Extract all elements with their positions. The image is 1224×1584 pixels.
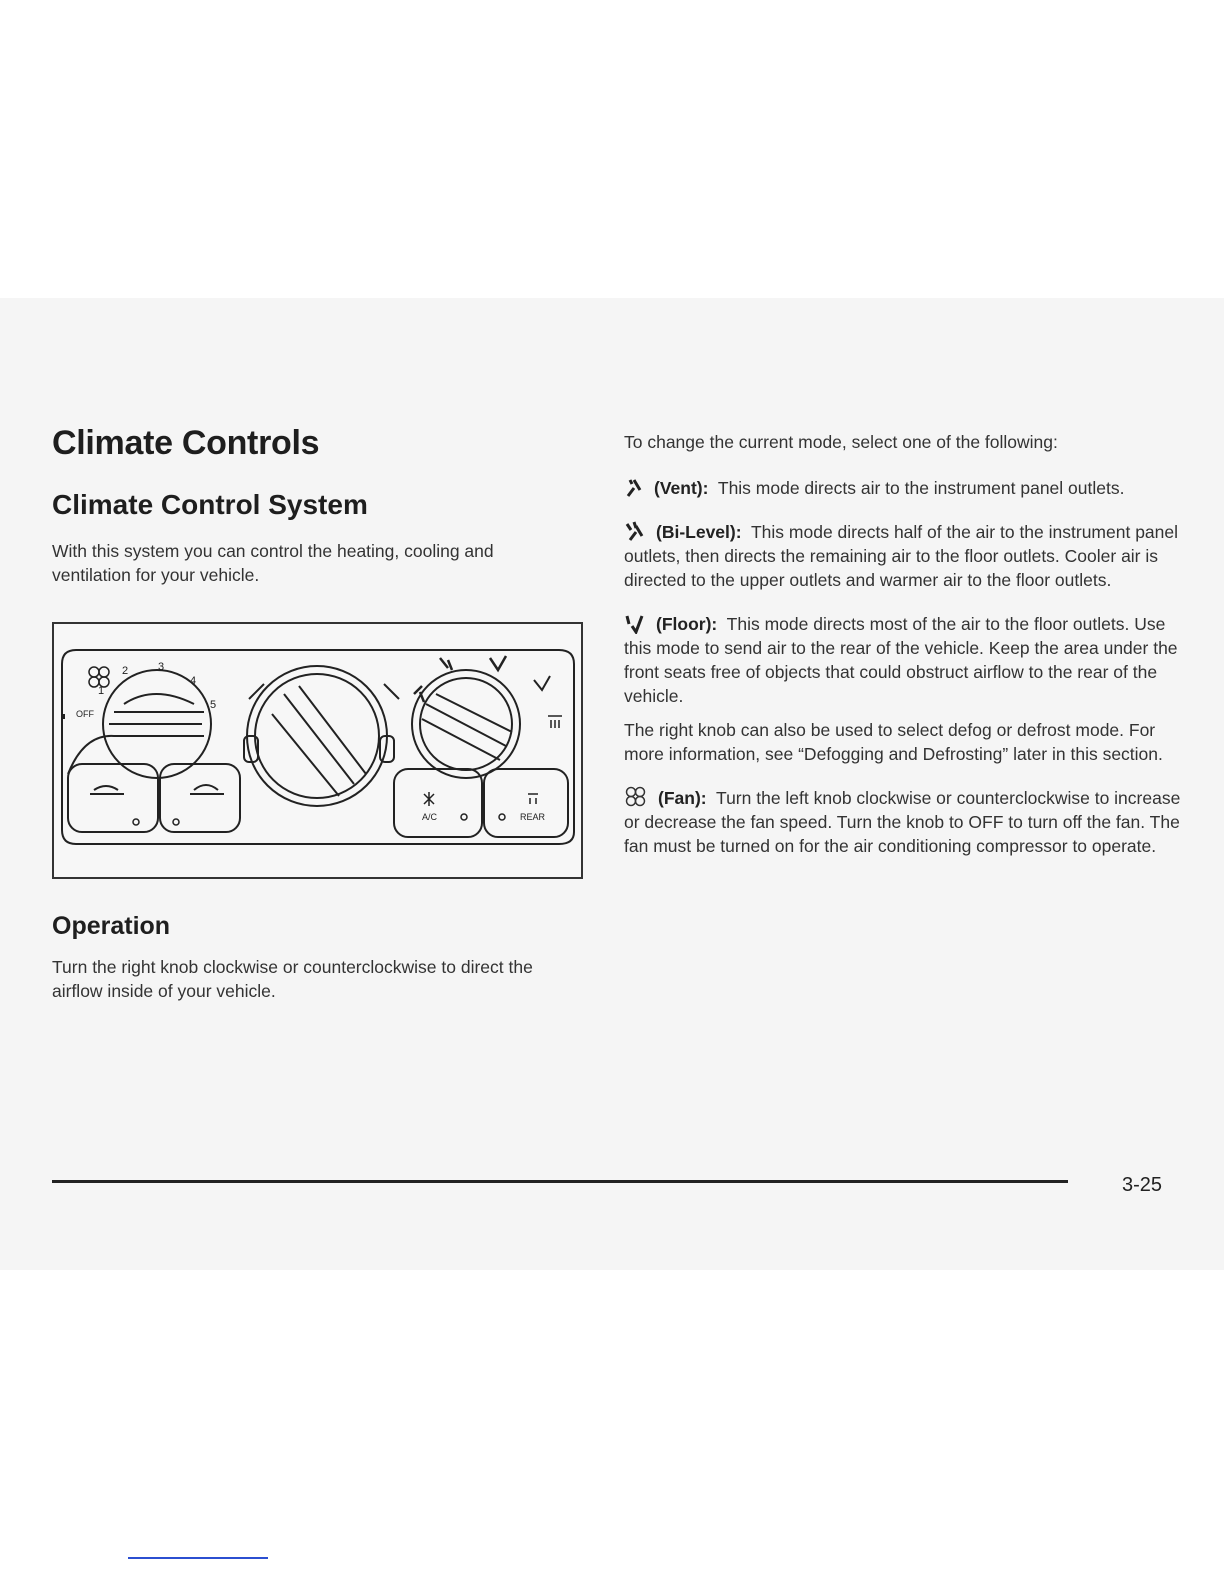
operation-heading: Operation <box>52 912 171 940</box>
mode-vent-text: This mode directs air to the instrument panel outlets. <box>717 478 1125 498</box>
operation-paragraph: Turn the right knob clockwise or counterclockwise to direct the airflow inside of your vehicle. <box>52 957 533 1001</box>
fan-label-5: 5 <box>210 699 217 711</box>
bottom-link-underline <box>128 1557 268 1559</box>
page-title: Climate Controls <box>52 424 320 462</box>
left-column <box>52 424 587 587</box>
mode-floor-label: (Floor): <box>656 614 718 634</box>
vent-icon <box>414 686 424 702</box>
floor-icon <box>624 612 646 634</box>
fan-label-1: 1 <box>98 685 105 697</box>
defog-note: The right knob can also be used to select defog or defrost mode. For more information, see “Defogging and Defrosting” later in this section. <box>624 720 1163 764</box>
rear-defog-icon <box>528 794 538 804</box>
mode-bi-level-text: This mode directs half of the air to the instrument panel outlets, then directs the remaining air to the floor outlets. Cooler air is directed to the upper outlets and warmer air to the floor outlets. <box>624 522 1179 590</box>
fan-icon <box>624 786 648 808</box>
fan-label-off: OFF <box>76 709 94 719</box>
fan-label-4: 4 <box>190 675 197 687</box>
operation-section <box>52 912 572 1003</box>
mode-floor <box>624 612 1184 708</box>
defog-icon <box>534 676 550 690</box>
vent-icon <box>624 476 644 498</box>
defrost-icon <box>548 716 562 728</box>
mode-bi-level <box>624 520 1184 592</box>
climate-panel-drawing <box>54 624 581 877</box>
mode-vent-label: (Vent): <box>654 478 709 498</box>
fan-icon <box>89 667 109 687</box>
mode-intro: To change the current mode, select one of the following: <box>624 432 1058 452</box>
climate-panel-figure <box>52 622 583 879</box>
page-number: 3-25 <box>1122 1174 1163 1196</box>
ac-label: A/C <box>422 812 438 822</box>
right-column <box>624 430 1184 858</box>
fan-label-2: 2 <box>122 665 129 677</box>
fan-text: Turn the left knob clockwise or counterclockwise to increase or decrease the fan speed. Turn the knob to OFF to turn off the fan. The fan must be turned on for the air conditioning compressor to operate. <box>624 788 1181 856</box>
mode-vent <box>624 476 1184 500</box>
footer-rule <box>52 1180 1068 1183</box>
manual-page <box>0 298 1224 1270</box>
intro-paragraph: With this system you can control the heating, cooling and ventilation for your vehicle. <box>52 541 494 585</box>
ac-snowflake-icon <box>424 792 434 806</box>
recirculation-icon <box>90 786 124 794</box>
mode-bi-level-label: (Bi-Level): <box>656 522 742 542</box>
fan-label: (Fan): <box>658 788 707 808</box>
mode-floor-text: This mode directs most of the air to the floor outlets. Use this mode to send air to the rear of the vehicle. Keep the area under the front seats free of objects that could obstruct airflow to the rear of the vehicle. <box>624 614 1178 706</box>
fan-description <box>624 786 1184 858</box>
section-title: Climate Control System <box>52 489 368 520</box>
fan-label-3: 3 <box>158 661 165 673</box>
rear-label: REAR <box>520 812 546 822</box>
floor-icon <box>490 656 506 670</box>
outside-air-icon <box>190 785 224 794</box>
bi-level-icon <box>440 658 452 670</box>
bi-level-icon <box>624 520 646 542</box>
